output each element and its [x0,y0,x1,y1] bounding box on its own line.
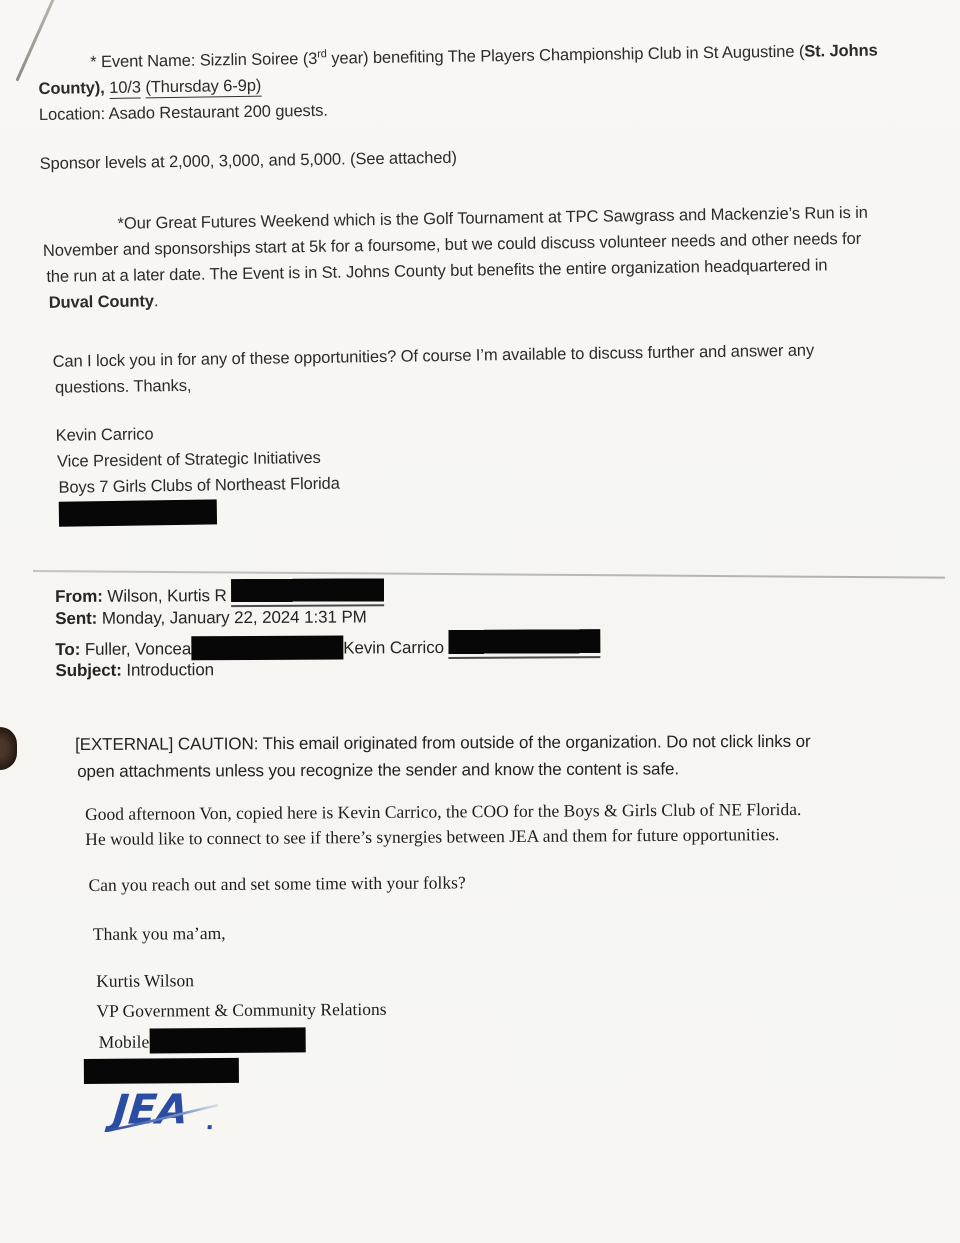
text-line [39,138,944,177]
text-segment: Introduction [121,660,215,680]
text-segment: [EXTERNAL] CAUTION: This email originated from outside of the organization. Do not click links or [75,731,811,754]
text-line [82,1023,922,1054]
text-segment: Location: Asado Restaurant 200 guests. [38,101,328,124]
email-header-block [55,575,916,684]
email-body-top [38,37,950,528]
text-segment: Fuller, Voncea [80,639,192,659]
text-segment: 10/3 [109,78,142,97]
redaction-bar [84,1058,239,1084]
text-segment: VP Government & Community Relations [96,998,387,1021]
email-bottom-lines [80,796,922,1084]
redaction-bar [59,499,217,526]
text-segment: * Event Name: Sizzlin Soiree (3 [90,49,318,72]
text-segment: Wilson, Kurtis R [102,586,232,606]
redaction-bar [231,578,384,607]
text-segment: Mobile [98,1031,150,1052]
text-segment: Duval County [48,292,155,312]
text-segment: rd [317,48,327,61]
text-segment: questions. Thanks, [54,376,192,397]
text-segment: November and sponsorships start at 5k for a foursome, but we could discuss volunteer needs and other needs for [42,229,862,260]
text-segment: To: [55,639,81,659]
text-line [75,754,915,785]
redaction-bar [448,629,600,659]
text-segment: Kurtis Wilson [96,970,194,991]
text-line [75,727,915,758]
text-segment: St. Johns [804,41,878,61]
text-segment: Sponsor levels at 2,000, 3,000, and 5,000. (See attached) [39,148,457,173]
text-segment: year) benefiting The Players Championship Club in St Augustine ( [326,42,805,68]
text-segment: Vice President of Strategic Initiatives [56,448,321,471]
text-line [81,916,921,947]
text-segment: County), [38,79,105,98]
text-segment: Kevin Carrico [55,425,154,445]
text-segment: Kevin Carrico [343,637,449,658]
text-segment: He would like to connect to see if there’s synergies between JEA and them for future opportunities. [85,824,780,849]
text-segment: Good afternoon Von, copied here is Kevin Carrico, the COO for the Boys & Girls Club of NE Florida. [85,798,802,824]
jea-logo [102,1078,922,1141]
text-segment: . [153,292,159,311]
text-segment: open attachments unless you recognize the sender and know the content is safe. [77,759,679,781]
text-segment: Can you reach out and set some time with your folks? [88,872,466,895]
text-line [81,963,921,994]
text-segment: (Thursday 6-9p) [145,76,262,97]
text-segment: Boys 7 Girls Clubs of Northeast Florida [58,474,340,497]
jea-logo-period [207,1125,211,1129]
text-segment: the run at a later date. The Event is in St. Johns County but benefits the entire organization headquartered in [46,256,828,286]
text-segment: Monday, January 22, 2024 1:31 PM [97,607,367,628]
redaction-bar [191,635,343,660]
text-segment: From: [55,586,103,606]
text-segment: Subject: [55,660,122,680]
external-caution-banner [75,727,915,785]
text-line [80,867,920,898]
text-segment: *Our Great Futures Weekend which is the Golf Tournament at TPC Sawgrass and Mackenzie’s Run is in [117,203,868,233]
punch-hole-artifact [0,727,17,770]
text-line [81,993,921,1024]
redaction-bar [149,1027,305,1053]
email-body-bottom [80,796,922,1141]
text-line [80,821,920,852]
jea-logo-text: JEA [111,1085,191,1134]
text-segment: Can I lock you in for any of these opportunities? Of course I’m available to discuss further and answer any [52,341,815,371]
jea-logo-graphic [102,1083,224,1136]
text-segment: Thank you ma’am, [92,922,226,944]
text-segment: Sent: [55,608,98,628]
